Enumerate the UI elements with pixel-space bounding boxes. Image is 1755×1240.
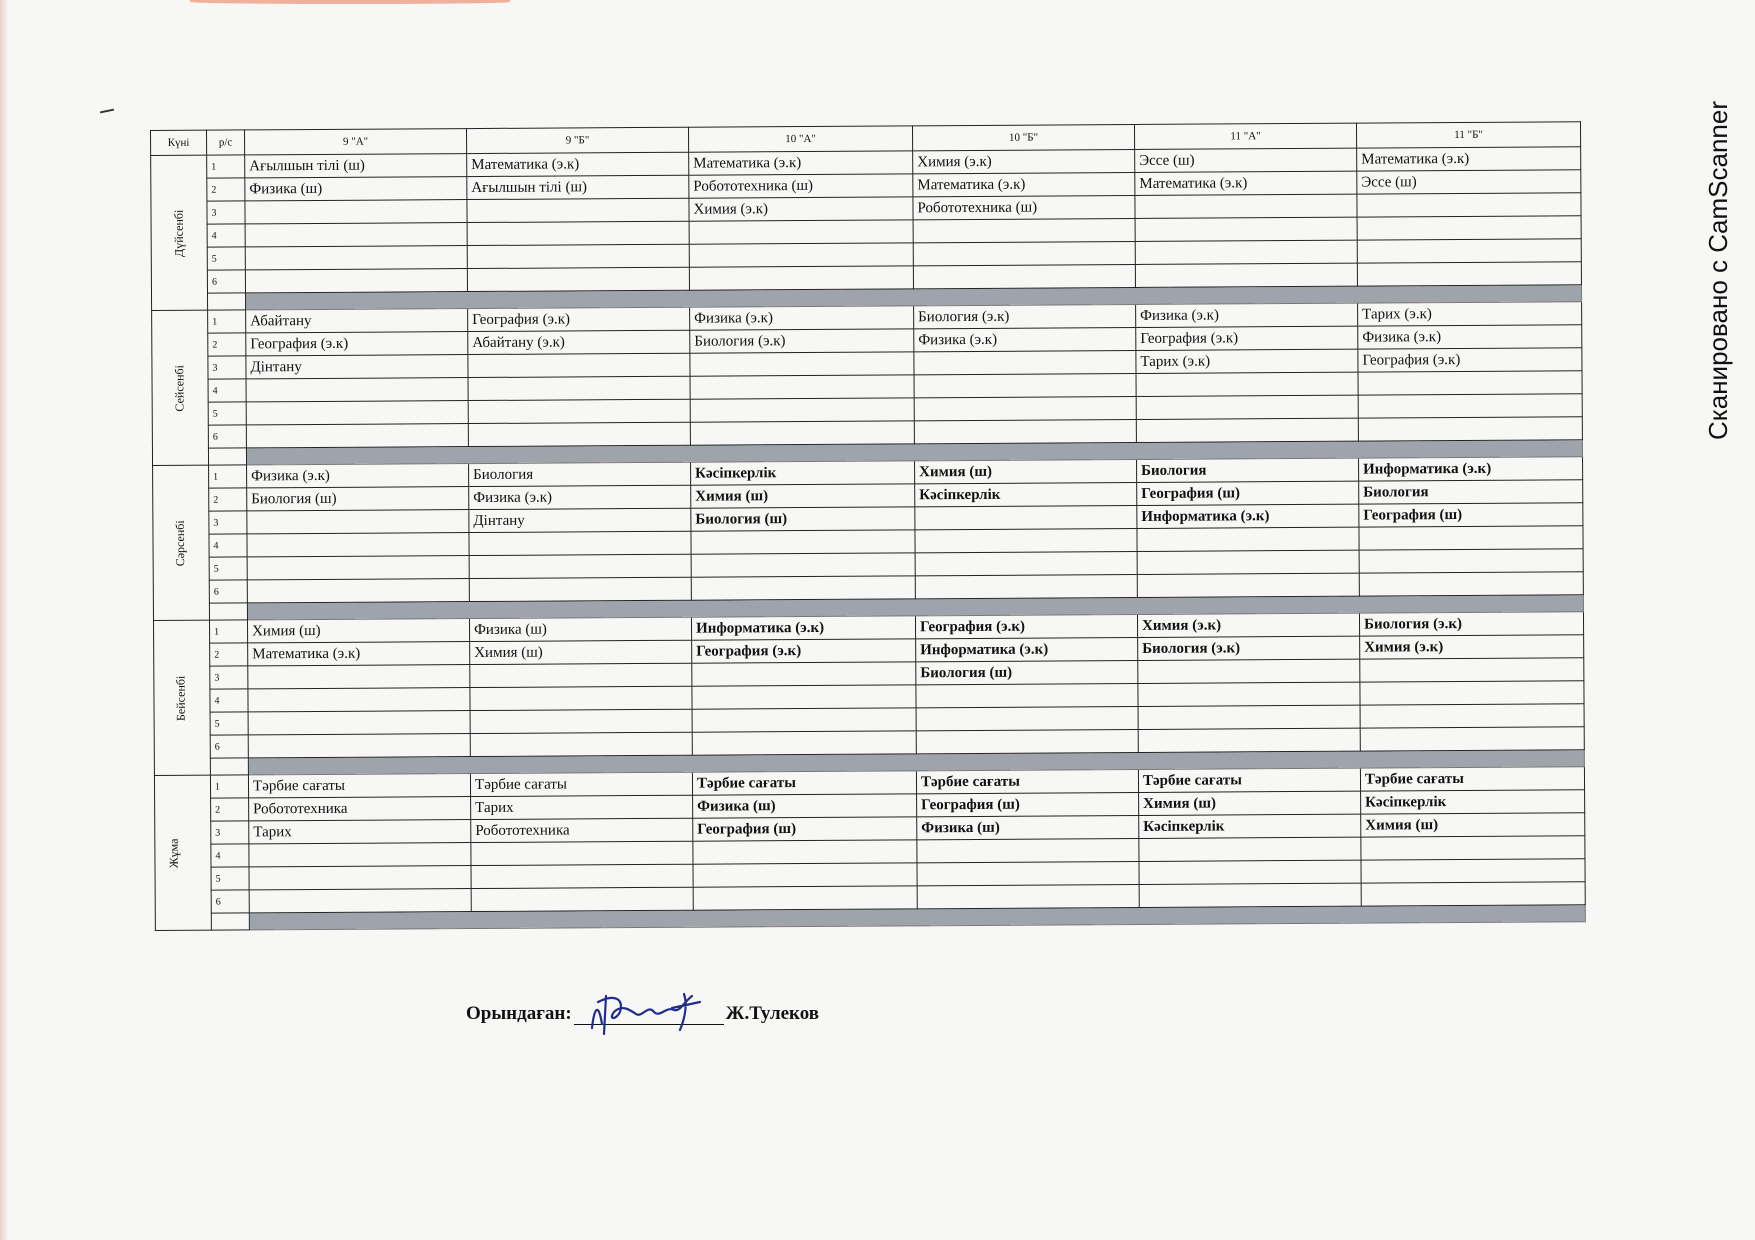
header-day: Күні — [151, 130, 207, 155]
lesson-cell — [914, 396, 1136, 420]
lesson-cell — [914, 419, 1136, 443]
lesson-cell — [467, 244, 689, 268]
signature-label: Орындаған: — [466, 1003, 572, 1024]
lesson-cell — [248, 711, 470, 735]
lesson-cell — [470, 732, 692, 756]
lesson-cell: Тарих (э.к) — [1136, 349, 1358, 373]
lesson-cell — [1135, 263, 1357, 287]
lesson-cell: Тәрбие сағаты — [248, 774, 470, 798]
lesson-cell — [916, 729, 1138, 753]
signature-block — [466, 985, 819, 1025]
lesson-cell — [249, 843, 471, 867]
lesson-cell — [1135, 217, 1357, 241]
lesson-cell — [915, 551, 1137, 575]
lesson-number: 5 — [209, 557, 247, 580]
camscanner-watermark — [1698, 90, 1738, 450]
lesson-number: 5 — [210, 712, 248, 735]
lesson-cell — [691, 553, 915, 577]
lesson-cell — [470, 663, 692, 687]
lesson-cell — [1359, 572, 1583, 596]
lesson-cell: Математика (э.к) — [248, 642, 470, 666]
lesson-number: 3 — [208, 356, 246, 379]
lesson-cell — [245, 269, 467, 293]
lesson-cell — [916, 683, 1138, 707]
lesson-cell — [914, 350, 1136, 374]
day-name: Дүйсенбі — [171, 209, 186, 257]
lesson-cell — [248, 734, 470, 758]
lesson-cell: Эссе (ш) — [1357, 170, 1581, 194]
lesson-cell: Тәрбие сағаты — [470, 772, 692, 796]
lesson-cell — [246, 401, 468, 425]
lesson-cell: Биология (э.к) — [1359, 612, 1583, 636]
lesson-cell: Тарих (э.к) — [1358, 302, 1582, 326]
lesson-number: 5 — [207, 247, 245, 270]
lesson-cell: География (ш) — [917, 792, 1139, 816]
lesson-cell: Физика (ш) — [917, 815, 1139, 839]
lesson-cell — [917, 861, 1139, 885]
lesson-cell — [1139, 860, 1361, 884]
lesson-cell: Информатика (э.к) — [1359, 457, 1583, 481]
lesson-cell: География (ш) — [1137, 481, 1359, 505]
lesson-cell: География (э.к) — [1136, 326, 1358, 350]
lesson-cell: Физика (э.к) — [1136, 303, 1358, 327]
lesson-cell: География (э.к) — [692, 639, 916, 663]
schedule-table-wrapper — [150, 121, 1585, 931]
day-name: Сәрсенбі — [172, 519, 188, 566]
lesson-cell: Биология — [1137, 458, 1359, 482]
lesson-cell — [470, 709, 692, 733]
header-class: 10 "Б" — [912, 124, 1134, 150]
lesson-cell: Физика (ш) — [693, 794, 917, 818]
lesson-number: 4 — [208, 379, 246, 402]
lesson-cell: География (ш) — [693, 817, 917, 841]
lesson-cell — [1136, 372, 1358, 396]
lesson-cell: Дінтану — [469, 508, 691, 532]
separator-blank — [210, 758, 248, 775]
lesson-cell: Математика (э.к) — [467, 152, 689, 176]
lesson-cell — [914, 373, 1136, 397]
lesson-cell — [1360, 658, 1584, 682]
header-num: р/с — [207, 130, 245, 155]
lesson-cell — [1359, 549, 1583, 573]
day-cell — [151, 155, 208, 310]
lesson-cell — [1357, 239, 1581, 263]
lesson-cell — [245, 200, 467, 224]
lesson-cell: Тәрбие сағаты — [692, 771, 916, 795]
lesson-number: 1 — [210, 775, 248, 798]
lesson-cell — [1138, 659, 1360, 683]
lesson-cell: Физика (ш) — [469, 617, 691, 641]
lesson-cell — [246, 424, 468, 448]
lesson-cell — [1357, 216, 1581, 240]
lesson-cell: Биология (ш) — [691, 507, 915, 531]
lesson-cell: Кәсіпкерлік — [1361, 790, 1585, 814]
lesson-cell: Физика (ш) — [245, 177, 467, 201]
lesson-cell — [247, 556, 469, 580]
lesson-cell — [471, 887, 693, 911]
lesson-cell — [469, 554, 691, 578]
scan-edge-mark — [190, 0, 510, 4]
lesson-cell — [1135, 240, 1357, 264]
lesson-cell — [692, 685, 916, 709]
day-cell — [153, 465, 210, 620]
lesson-cell — [913, 264, 1135, 288]
header-class: 9 "А" — [245, 129, 467, 155]
lesson-cell — [689, 266, 913, 290]
lesson-number: 1 — [209, 465, 247, 488]
lesson-cell — [1360, 704, 1584, 728]
lesson-cell — [1358, 371, 1582, 395]
lesson-cell — [1359, 526, 1583, 550]
lesson-cell: Математика (э.к) — [689, 151, 913, 175]
lesson-cell — [1135, 194, 1357, 218]
lesson-cell — [693, 886, 917, 910]
lesson-cell — [689, 243, 913, 267]
lesson-cell: Тарих — [249, 820, 471, 844]
lesson-cell — [1138, 682, 1360, 706]
lesson-cell: Тәрбие сағаты — [916, 769, 1138, 793]
lesson-cell — [690, 398, 914, 422]
lesson-cell: Биология (э.к) — [914, 304, 1136, 328]
lesson-cell — [1139, 883, 1361, 907]
lesson-cell: Химия (э.к) — [1137, 613, 1359, 637]
lesson-cell — [917, 838, 1139, 862]
lesson-cell — [1137, 573, 1359, 597]
lesson-cell: Тәрбие сағаты — [1138, 768, 1360, 792]
lesson-cell: Химия (э.к) — [1360, 635, 1584, 659]
lesson-cell: Биология (ш) — [247, 487, 469, 511]
lesson-cell — [468, 399, 690, 423]
handwritten-signature — [584, 990, 714, 1040]
lesson-number: 5 — [211, 867, 249, 890]
lesson-cell — [247, 579, 469, 603]
header-class: 11 "А" — [1134, 123, 1356, 149]
separator-blank — [209, 603, 247, 620]
lesson-number: 6 — [209, 580, 247, 603]
lesson-cell — [1357, 193, 1581, 217]
lesson-cell — [467, 267, 689, 291]
lesson-cell: География (э.к) — [1358, 348, 1582, 372]
schedule-table — [150, 121, 1586, 931]
lesson-cell: Биология (ш) — [916, 660, 1138, 684]
lesson-cell: Тәрбие сағаты — [1360, 767, 1584, 791]
lesson-cell: География (э.к) — [468, 307, 690, 331]
day-name: Жұма — [166, 838, 181, 868]
stray-mark — [100, 109, 114, 114]
lesson-cell — [916, 706, 1138, 730]
lesson-cell: Тарих — [471, 795, 693, 819]
lesson-cell — [691, 530, 915, 554]
lesson-cell: Химия (ш) — [691, 484, 915, 508]
lesson-cell — [471, 841, 693, 865]
lesson-cell — [692, 662, 916, 686]
lesson-cell: Химия (э.к) — [913, 149, 1135, 173]
lesson-cell — [468, 353, 690, 377]
lesson-cell: Биология — [1359, 480, 1583, 504]
lesson-cell: Информатика (э.к) — [1137, 504, 1359, 528]
signature-line — [574, 998, 724, 1025]
lesson-cell: Биология (э.к) — [1138, 636, 1360, 660]
lesson-cell: Математика (э.к) — [1135, 171, 1357, 195]
lesson-cell — [913, 218, 1135, 242]
lesson-cell — [1358, 417, 1582, 441]
lesson-cell: Химия (ш) — [1139, 791, 1361, 815]
separator-blank — [207, 293, 245, 310]
lesson-cell — [915, 574, 1137, 598]
lesson-cell — [1137, 550, 1359, 574]
lesson-cell: Ағылшын тілі (ш) — [245, 154, 467, 178]
watermark-text: Сканировано с CamScanner — [1702, 100, 1733, 440]
header-class: 11 "Б" — [1356, 122, 1580, 148]
lesson-cell: География (ш) — [1359, 503, 1583, 527]
lesson-cell — [689, 220, 913, 244]
lesson-cell — [1136, 395, 1358, 419]
lesson-number: 6 — [210, 735, 248, 758]
lesson-number: 1 — [208, 310, 246, 333]
lesson-number: 2 — [208, 333, 246, 356]
lesson-cell: Робототехника (ш) — [913, 195, 1135, 219]
lesson-cell — [690, 375, 914, 399]
page-edge-shadow — [0, 0, 8, 1240]
day-cell — [154, 775, 211, 930]
lesson-number: 3 — [209, 511, 247, 534]
separator-blank — [208, 448, 246, 465]
lesson-cell — [917, 884, 1139, 908]
lesson-cell — [692, 731, 916, 755]
lesson-cell: Биология (э.к) — [690, 329, 914, 353]
lesson-cell: Абайтану (э.к) — [468, 330, 690, 354]
lesson-cell — [692, 708, 916, 732]
lesson-cell — [1138, 705, 1360, 729]
separator-blank — [211, 913, 249, 930]
lesson-number: 4 — [211, 844, 249, 867]
lesson-cell — [915, 505, 1137, 529]
lesson-cell: Химия (э.к) — [689, 197, 913, 221]
lesson-cell: Математика (э.к) — [913, 172, 1135, 196]
lesson-number: 6 — [208, 425, 246, 448]
lesson-cell — [691, 576, 915, 600]
lesson-cell — [249, 889, 471, 913]
day-cell — [152, 310, 209, 465]
lesson-cell — [247, 533, 469, 557]
lesson-cell: Химия (ш) — [247, 619, 469, 643]
lesson-cell — [248, 665, 470, 689]
lesson-cell — [1358, 394, 1582, 418]
header-class: 10 "А" — [688, 126, 912, 152]
lesson-cell — [469, 577, 691, 601]
lesson-cell — [1360, 727, 1584, 751]
lesson-cell — [915, 528, 1137, 552]
lesson-cell — [249, 866, 471, 890]
lesson-cell — [470, 686, 692, 710]
lesson-cell — [1361, 882, 1585, 906]
lesson-cell: Химия (ш) — [470, 640, 692, 664]
lesson-cell: Абайтану — [246, 309, 468, 333]
lesson-cell: Робототехника (ш) — [689, 174, 913, 198]
lesson-cell: Кәсіпкерлік — [915, 482, 1137, 506]
lesson-cell — [913, 241, 1135, 265]
lesson-cell — [248, 688, 470, 712]
lesson-cell — [245, 223, 467, 247]
lesson-cell: Биология — [469, 462, 691, 486]
schedule-body — [151, 147, 1586, 931]
lesson-cell — [690, 421, 914, 445]
day-name: Бейсенбі — [173, 675, 188, 721]
lesson-cell: Химия (ш) — [1361, 813, 1585, 837]
lesson-cell — [1138, 728, 1360, 752]
lesson-number: 2 — [207, 178, 245, 201]
header-class: 9 "Б" — [466, 127, 688, 153]
lesson-number: 4 — [209, 534, 247, 557]
lesson-cell — [1361, 836, 1585, 860]
lesson-number: 1 — [207, 155, 245, 178]
lesson-number: 4 — [207, 224, 245, 247]
lesson-number: 2 — [210, 643, 248, 666]
lesson-cell: Ағылшын тілі (ш) — [467, 175, 689, 199]
signatory-name: Ж.Тулеков — [725, 1003, 820, 1024]
lesson-cell — [1360, 681, 1584, 705]
lesson-cell: Физика (э.к) — [247, 464, 469, 488]
lesson-cell: Кәсіпкерлік — [1139, 814, 1361, 838]
lesson-cell: Эссе (ш) — [1135, 148, 1357, 172]
lesson-cell — [1139, 837, 1361, 861]
lesson-number: 1 — [209, 620, 247, 643]
lesson-cell — [471, 864, 693, 888]
lesson-cell — [246, 378, 468, 402]
lesson-cell: Физика (э.к) — [914, 327, 1136, 351]
lesson-cell: Физика (э.к) — [469, 485, 691, 509]
lesson-cell — [690, 352, 914, 376]
lesson-cell — [693, 863, 917, 887]
lesson-cell: Математика (э.к) — [1357, 147, 1581, 171]
lesson-number: 6 — [207, 270, 245, 293]
lesson-cell — [1361, 859, 1585, 883]
lesson-number: 5 — [208, 402, 246, 425]
lesson-cell: Робототехника — [471, 818, 693, 842]
lesson-cell: Робототехника — [249, 797, 471, 821]
lesson-cell: Химия (ш) — [915, 459, 1137, 483]
lesson-cell — [468, 422, 690, 446]
lesson-number: 2 — [209, 488, 247, 511]
lesson-cell: География (э.к) — [915, 614, 1137, 638]
lesson-cell: Физика (э.к) — [1358, 325, 1582, 349]
lesson-cell: Дінтану — [246, 355, 468, 379]
lesson-cell: Информатика (э.к) — [916, 637, 1138, 661]
lesson-cell: Информатика (э.к) — [691, 616, 915, 640]
lesson-cell — [467, 198, 689, 222]
lesson-cell — [1136, 418, 1358, 442]
lesson-number: 4 — [210, 689, 248, 712]
lesson-number: 2 — [211, 798, 249, 821]
lesson-cell — [467, 221, 689, 245]
lesson-cell — [1357, 262, 1581, 286]
lesson-cell — [469, 531, 691, 555]
lesson-cell — [245, 246, 467, 270]
lesson-number: 3 — [210, 666, 248, 689]
lesson-cell: Физика (э.к) — [690, 306, 914, 330]
lesson-number: 3 — [207, 201, 245, 224]
lesson-cell: Кәсіпкерлік — [691, 461, 915, 485]
lesson-cell — [247, 510, 469, 534]
lesson-cell — [693, 840, 917, 864]
lesson-cell: География (э.к) — [246, 332, 468, 356]
day-cell — [153, 620, 210, 775]
lesson-cell — [468, 376, 690, 400]
lesson-number: 6 — [211, 890, 249, 913]
lesson-cell — [1137, 527, 1359, 551]
lesson-number: 3 — [211, 821, 249, 844]
day-name: Сейсенбі — [172, 364, 187, 412]
